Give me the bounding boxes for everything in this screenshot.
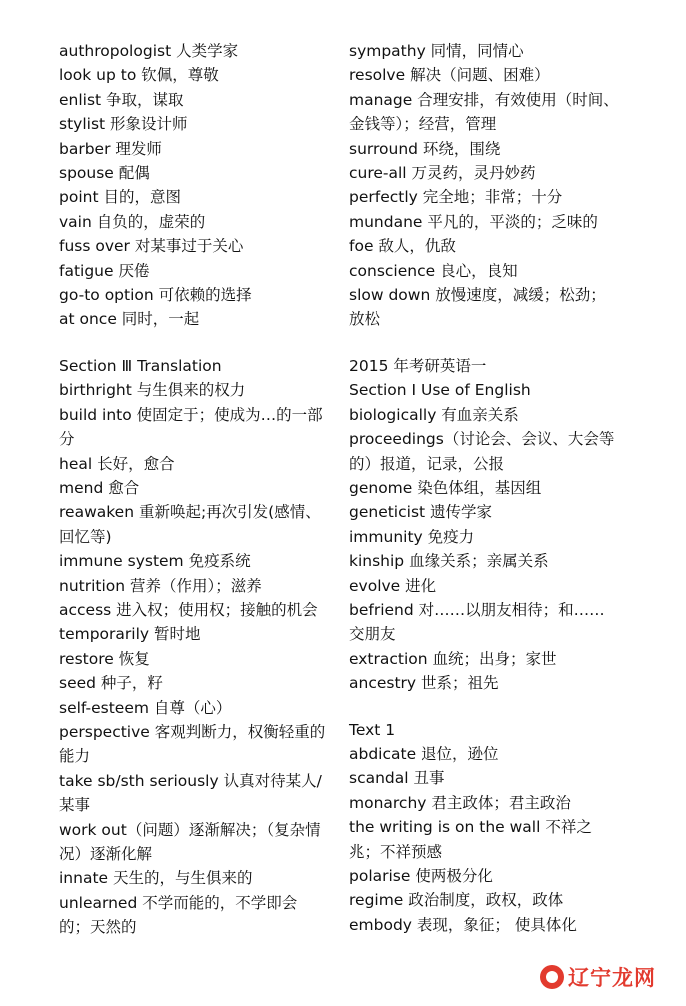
section-spacer <box>349 332 619 354</box>
vocab-entry: perfectly 完全地；非常；十分 <box>349 188 563 207</box>
vocab-entry: fuss over 对某事过于关心 <box>59 237 244 256</box>
section-spacer <box>349 696 619 718</box>
section-heading: 2015 年考研英语一 <box>349 356 487 375</box>
vocab-entry: proceedings（讨论会、会议、大会等的）报道，记录，公报 <box>349 430 615 473</box>
vocab-entry: regime 政治制度，政权，政体 <box>349 891 564 910</box>
vocab-entry: conscience 良心，良知 <box>349 261 518 280</box>
vocab-entry: mend 愈合 <box>59 478 140 497</box>
vocab-entry: temporarily 暂时地 <box>59 625 201 644</box>
vocab-entry: perspective 客观判断力，权衡轻重的能力 <box>59 722 326 766</box>
vocab-entry: genome 染色体组，基因组 <box>349 478 542 497</box>
vocab-entry: look up to 钦佩，尊敬 <box>59 66 219 85</box>
left-column <box>59 39 327 940</box>
vocab-entry: kinship 血缘关系；亲属关系 <box>349 552 549 571</box>
vocab-entry: mundane 平凡的，平淡的；乏味的 <box>349 212 598 231</box>
vocab-entry: befriend 对……以朋友相待；和……交朋友 <box>349 600 605 644</box>
vocab-entry: at once 同时，一起 <box>59 310 200 329</box>
vocab-entry: the writing is on the wall 不祥之兆；不祥预感 <box>349 818 592 861</box>
vocab-entry: point 目的，意图 <box>59 188 181 207</box>
vocab-entry: reawaken 重新唤起;再次引发(感情、回忆等) <box>59 503 321 546</box>
vocab-entry: resolve 解决（问题、困难） <box>349 66 550 85</box>
vocab-entry: enlist 争取，谋取 <box>59 90 184 109</box>
vocab-entry: work out（问题）逐渐解决；（复杂情况）逐渐化解 <box>59 820 321 863</box>
vocab-entry: ancestry 世系；祖先 <box>349 674 499 693</box>
vocab-entry: birthright 与生俱来的权力 <box>59 381 246 400</box>
vocab-entry: surround 环绕，围绕 <box>349 139 501 158</box>
vocab-entry: abdicate 退位，逊位 <box>349 744 499 763</box>
vocab-entry: fatigue 厌倦 <box>59 261 150 280</box>
vocab-entry: immunity 免疫力 <box>349 527 475 546</box>
vocab-entry: barber 理发师 <box>59 139 162 158</box>
vocab-entry: evolve 进化 <box>349 576 437 595</box>
vocab-entry: polarise 使两极分化 <box>349 867 493 885</box>
vocab-entry: access 进入权；使用权；接触的机会 <box>59 600 318 619</box>
vocab-entry: manage 合理安排，有效使用（时间、金钱等）；经营，管理 <box>349 90 619 134</box>
vocab-entry: nutrition 营养（作用）；滋养 <box>59 576 262 595</box>
vocab-entry: restore 恢复 <box>59 649 150 668</box>
vocab-entry: monarchy 君主政体；君主政治 <box>349 793 571 812</box>
watermark <box>540 962 656 992</box>
circle-logo-icon <box>540 965 564 989</box>
section-heading: Text 1 <box>349 720 396 739</box>
right-column <box>349 39 619 937</box>
vocab-entry: seed 种子，籽 <box>59 674 163 693</box>
vocab-entry: immune system 免疫系统 <box>59 552 251 571</box>
vocab-entry: spouse 配偶 <box>59 164 150 183</box>
vocab-entry: scandal 丑事 <box>349 769 445 788</box>
vocab-entry: authropologist 人类学家 <box>59 42 239 60</box>
vocab-entry: embody 表现，象征； 使具体化 <box>349 915 577 934</box>
watermark-text: 辽宁龙网 <box>568 966 656 990</box>
vocab-entry: sympathy 同情，同情心 <box>349 42 524 60</box>
vocab-entry: geneticist 遗传学家 <box>349 503 493 522</box>
vocab-entry: vain 自负的，虚荣的 <box>59 212 206 231</box>
vocab-entry: heal 长好，愈合 <box>59 454 175 473</box>
vocab-entry: build into 使固定于；使成为…的一部分 <box>59 405 323 449</box>
vocab-entry: take sb/sth seriously 认真对待某人/某事 <box>59 771 322 815</box>
vocab-entry: slow down 放慢速度，减缓；松劲；放松 <box>349 286 606 329</box>
vocab-entry: cure-all 万灵药，灵丹妙药 <box>349 164 536 183</box>
vocab-entry: biologically 有血亲关系 <box>349 405 519 424</box>
vocab-entry: go-to option 可依赖的选择 <box>59 286 252 305</box>
section-spacer <box>59 332 327 354</box>
section-heading: Section Ⅲ Translation <box>59 356 222 375</box>
vocab-entry: stylist 形象设计师 <box>59 115 188 134</box>
section-heading: Section Ⅰ Use of English <box>349 381 531 400</box>
vocab-entry: extraction 血统；出身；家世 <box>349 649 557 668</box>
vocab-entry: self-esteem 自尊（心） <box>59 698 232 717</box>
vocab-entry: innate 天生的，与生俱来的 <box>59 869 253 888</box>
vocab-entry: foe 敌人，仇敌 <box>349 237 456 256</box>
vocab-entry: unlearned 不学而能的，不学即会的；天然的 <box>59 893 298 937</box>
